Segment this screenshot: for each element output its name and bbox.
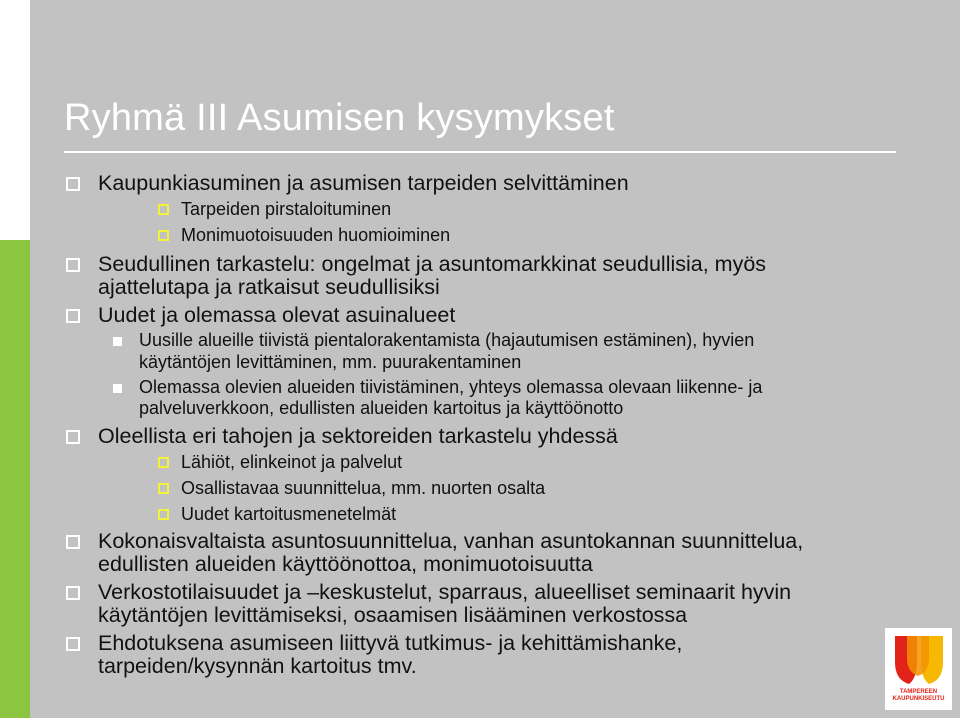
bullet-square-icon xyxy=(158,204,169,215)
logo-text-line1: TAMPEREEN xyxy=(899,689,938,695)
bullet-square-icon xyxy=(158,457,169,468)
sub-bullet-text-continued: käytäntöjen levittäminen, mm. puurakentaminen xyxy=(139,352,522,372)
sub-bullet-text: Lähiöt, elinkeinot ja palvelut xyxy=(181,452,403,472)
bullet-square-icon xyxy=(158,483,169,494)
tampereen-kaupunkiseutu-logo xyxy=(885,628,952,710)
sub-bullet-text: Monimuotoisuuden huomioiminen xyxy=(181,225,451,245)
sub-bullet-text: Osallistavaa suunnittelua, mm. nuorten osalta xyxy=(181,478,546,498)
sub-bullet-text: Tarpeiden pirstaloituminen xyxy=(181,199,392,219)
bullet-square-icon xyxy=(158,509,169,520)
bullet-square-icon xyxy=(113,337,122,346)
bullet-text-continued: tarpeiden/kysynnän kartoitus tmv. xyxy=(98,654,417,678)
bullet-square-icon xyxy=(66,637,80,651)
sub-bullet-text: Uudet kartoitusmenetelmät xyxy=(181,504,397,524)
bullet-square-icon xyxy=(66,430,80,444)
bullet-text-continued: ajattelutapa ja ratkaisut seudullisiksi xyxy=(98,275,440,299)
bullet-text: Seudullinen tarkastelu: ongelmat ja asuntomarkkinat seudullisia, myös xyxy=(98,252,767,276)
accent-bar xyxy=(0,240,30,718)
bullet-square-icon xyxy=(66,177,80,191)
logo-text-line2: KAUPUNKISEUTU xyxy=(892,696,945,702)
bullet-square-icon xyxy=(66,586,80,600)
title-divider xyxy=(64,151,896,153)
bullet-text-continued: käytäntöjen levittämiseksi, osaamisen lisääminen verkostossa xyxy=(98,603,688,627)
bullet-text: Ehdotuksena asumiseen liittyvä tutkimus- ja kehittämishanke, xyxy=(98,631,683,655)
bullet-square-icon xyxy=(66,258,80,272)
bullet-text: Verkostotilaisuudet ja –keskustelut, sparraus, alueelliset seminaarit hyvin xyxy=(98,580,792,604)
bullet-text: Kaupunkiasuminen ja asumisen tarpeiden selvittäminen xyxy=(98,171,629,195)
slide-title: Ryhmä III Asumisen kysymykset xyxy=(64,97,615,139)
bullet-text: Uudet ja olemassa olevat asuinalueet xyxy=(98,303,456,327)
logo-emblem-icon xyxy=(885,628,952,688)
bullet-square-icon xyxy=(158,230,169,241)
bullet-square-icon xyxy=(113,384,122,393)
bullet-square-icon xyxy=(66,309,80,323)
sub-bullet-text: Olemassa olevien alueiden tiivistäminen, yhteys olemassa olevaan liikenne- ja xyxy=(139,377,763,397)
sub-bullet-text: Uusille alueille tiivistä pientalorakentamista (hajautumisen estäminen), hyvien xyxy=(139,330,755,350)
sub-bullet-text-continued: palveluverkkoon, edullisten alueiden kartoitus ja käyttöönotto xyxy=(139,398,624,418)
bullet-text-continued: edullisten alueiden käyttöönottoa, monimuotoisuutta xyxy=(98,552,593,576)
bullet-square-icon xyxy=(66,535,80,549)
bullet-text: Oleellista eri tahojen ja sektoreiden tarkastelu yhdessä xyxy=(98,424,618,448)
bullet-text: Kokonaisvaltaista asuntosuunnittelua, vanhan asuntokannan suunnittelua, xyxy=(98,529,804,553)
